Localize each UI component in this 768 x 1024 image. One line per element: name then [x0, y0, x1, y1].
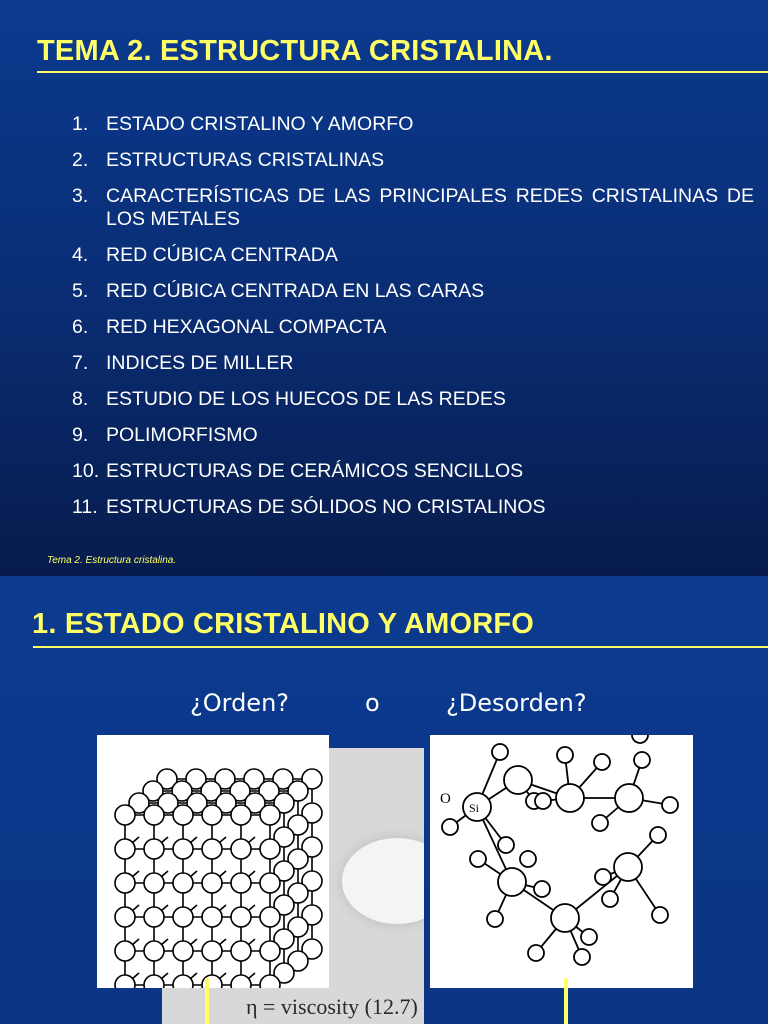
oxygen-atom	[650, 827, 666, 843]
photo-text: η = viscosity (12.7)	[246, 994, 418, 1019]
toc-item: 2. ESTRUCTURAS CRISTALINAS	[72, 149, 385, 171]
oxygen-atom	[442, 819, 458, 835]
silicon-atom	[615, 784, 643, 812]
lattice-atom	[202, 805, 222, 825]
lattice-atom	[173, 941, 193, 961]
oxygen-atom	[595, 869, 611, 885]
lattice-atom	[231, 907, 251, 927]
lattice-atom	[231, 805, 251, 825]
oxygen-atom	[592, 815, 608, 831]
silicon-atom	[614, 853, 642, 881]
amorphous-structure-diagram	[430, 735, 693, 988]
lattice-atom	[144, 839, 164, 859]
toc-item: 10. ESTRUCTURAS DE CERÁMICOS SENCILLOS	[72, 460, 524, 482]
title-underline	[33, 646, 768, 648]
connector-text: o	[365, 689, 380, 717]
lattice-atom	[173, 907, 193, 927]
silicon-atom	[556, 784, 584, 812]
oxygen-atom	[492, 744, 508, 760]
silicon-atom	[551, 904, 579, 932]
lattice-atom	[173, 805, 193, 825]
slide-2	[0, 576, 768, 1024]
lattice-atom	[115, 805, 135, 825]
oxygen-atom	[581, 929, 597, 945]
oxygen-atom	[498, 837, 514, 853]
lattice-atom	[115, 975, 135, 988]
oxygen-atom	[528, 945, 544, 961]
lattice-atom	[173, 975, 193, 988]
toc-item: 8. ESTUDIO DE LOS HUECOS DE LAS REDES	[72, 388, 506, 410]
oxygen-atom	[535, 793, 551, 809]
toc-item: 5. RED CÚBICA CENTRADA EN LAS CARAS	[72, 280, 485, 302]
oxygen-atom	[632, 735, 648, 743]
amorphous-structure-panel	[430, 735, 693, 988]
lattice-atom	[115, 839, 135, 859]
oxygen-label: O	[440, 791, 451, 807]
oxygen-atom	[602, 891, 618, 907]
lattice-atom	[144, 873, 164, 893]
lattice-atom	[173, 839, 193, 859]
toc-item: 1. ESTADO CRISTALINO Y AMORFO	[72, 113, 414, 135]
crystal-lattice-diagram	[97, 735, 329, 988]
lattice-atom	[260, 805, 280, 825]
oxygen-atom	[534, 881, 550, 897]
lattice-atom	[202, 907, 222, 927]
toc-item: 3. CARACTERÍSTICAS DE LAS PRINCIPALES REDES CRISTALINAS DE LOS METALES	[72, 185, 754, 230]
lattice-atom	[231, 873, 251, 893]
toc-item: 11. ESTRUCTURAS DE SÓLIDOS NO CRISTALINOS	[72, 496, 546, 518]
oxygen-atom	[594, 754, 610, 770]
lattice-atom	[115, 873, 135, 893]
toc-item: 4. RED CÚBICA CENTRADA	[72, 244, 338, 266]
lattice-atom	[231, 941, 251, 961]
silicon-atom	[504, 766, 532, 794]
lattice-atom	[173, 873, 193, 893]
title-underline	[37, 71, 768, 73]
lattice-atom	[260, 873, 280, 893]
oxygen-atom	[470, 851, 486, 867]
lattice-atom	[144, 805, 164, 825]
lattice-atom	[231, 975, 251, 988]
order-arrow	[205, 978, 209, 1024]
disorder-arrow	[564, 978, 568, 1024]
oxygen-atom	[662, 797, 678, 813]
question-disorder: ¿Desorden?	[446, 689, 587, 717]
lattice-atom	[260, 941, 280, 961]
table-of-contents	[72, 113, 754, 532]
lattice-atom	[115, 907, 135, 927]
silicon-atom	[498, 868, 526, 896]
lattice-atom	[115, 941, 135, 961]
lattice-atom	[260, 839, 280, 859]
lattice-atom	[260, 907, 280, 927]
photo-blob	[342, 838, 424, 924]
lattice-atom	[231, 839, 251, 859]
question-order: ¿Orden?	[190, 689, 290, 717]
lattice-atom	[144, 941, 164, 961]
lattice-atom	[144, 975, 164, 988]
slide-footer: Tema 2. Estructura cristalina.	[47, 555, 177, 566]
toc-item: 9. POLIMORFISMO	[72, 424, 258, 446]
oxygen-atom	[487, 911, 503, 927]
oxygen-atom	[574, 949, 590, 965]
crystal-lattice-panel	[97, 735, 329, 988]
lattice-atom	[260, 975, 280, 988]
lattice-atom	[202, 839, 222, 859]
toc-item: 7. INDICES DE MILLER	[72, 352, 294, 374]
lattice-atom	[202, 941, 222, 961]
lattice-atom	[144, 907, 164, 927]
slide-title: TEMA 2. ESTRUCTURA CRISTALINA.	[37, 35, 553, 67]
slide-title: 1. ESTADO CRISTALINO Y AMORFO	[32, 608, 535, 640]
lattice-atom	[202, 873, 222, 893]
silicon-label: Si	[469, 801, 480, 815]
oxygen-atom	[634, 752, 650, 768]
oxygen-atom	[652, 907, 668, 923]
toc-item: 6. RED HEXAGONAL COMPACTA	[72, 316, 387, 338]
oxygen-atom	[520, 851, 536, 867]
oxygen-atom	[557, 747, 573, 763]
